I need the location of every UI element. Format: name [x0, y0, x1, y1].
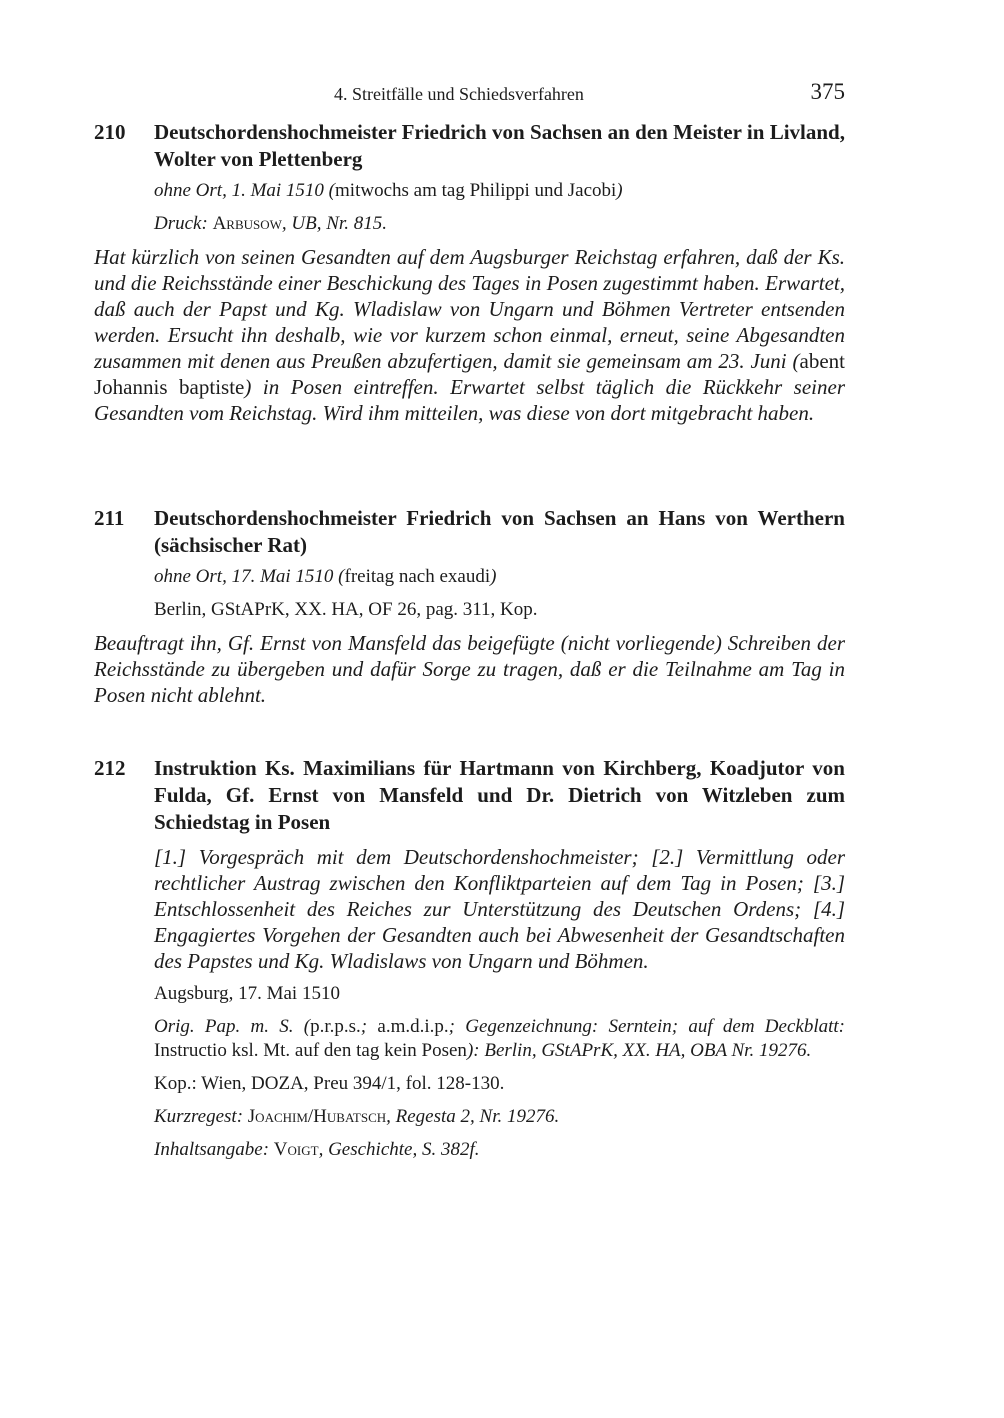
entry-title: Deutschordenshochmeister Friedrich von Sachsen an Hans von Werthern (sächsischer Rat): [154, 506, 845, 557]
entry-kurzregest: Kurzregest: Joachim/Hubatsch, Regesta 2, Nr. 19276.: [154, 1106, 560, 1127]
running-header: [94, 80, 845, 110]
entry-number: 212: [94, 756, 126, 780]
entry-original-reference: Orig. Pap. m. S. (p.r.p.s.; a.m.d.i.p.; Gegenzeichnung: Serntein; auf dem Deckblatt: Instructio ksl. Mt. auf den tag kein Posen): Berlin, GStAPrK, XX. HA, OBA Nr. 19276.: [154, 1016, 845, 1061]
entry-211: [94, 505, 845, 708]
entry-inhaltsangabe: Inhaltsangabe: Voigt, Geschichte, S. 382f.: [154, 1139, 480, 1160]
entry-date: ohne Ort, 1. Mai 1510 (mitwochs am tag Philippi und Jacobi): [154, 180, 623, 201]
entry-number: 210: [94, 120, 126, 144]
entry-date: ohne Ort, 17. Mai 1510 (freitag nach exaudi): [154, 566, 497, 587]
entry-212: [94, 755, 845, 1162]
entry-heading: [94, 505, 845, 559]
entry-summary: [1.] Vorgespräch mit dem Deutschordenshochmeister; [2.] Vermittlung oder rechtlicher Austrag zwischen den Konfliktparteien auf dem Tag in Posen; [3.] Entschlossenheit des Reiches zur Unterstützung des Deutschen Ordens; [4.] Engagiertes Vorgehen der Gesandten auch bei Abwesenheit der Gesandtschaften des Papstes und Kg. Wladislaws von Ungarn und Böhmen.: [154, 845, 845, 973]
entry-regest: Beauftragt ihn, Gf. Ernst von Mansfeld das beigefügte (nicht vorliegende) Schreiben der Reichsstände zu übergeben und dafür Sorge zu tragen, daß er die Teilnahme am Tag in Posen nicht ablehnt.: [94, 631, 845, 707]
entry-regest: Hat kürzlich von seinen Gesandten auf dem Augsburger Reichstag erfahren, daß der Ks. und die Reichsstände einer Beschickung des Tages in Posen zugestimmt haben. Erwartet, daß auch der Papst und Kg. Wladislaw von Ungarn und Böhmen Vertreter entsenden werden. Ersucht ihn deshalb, wie vor kurzem schon einmal, erneut, seine Abgesandten zusammen mit denen aus Preußen abzufertigen, damit sie gemeinsam am 23. Juni (abent Johannis baptiste) in Posen eintreffen. Erwartet selbst täglich die Rückkehr seiner Gesandten vom Reichstag. Wird ihm mitteilen, was diese von dort mitgebracht haben.: [94, 245, 845, 425]
entry-heading: [94, 119, 845, 173]
entry-title: Instruktion Ks. Maximilians für Hartmann von Kirchberg, Koadjutor von Fulda, Gf. Ernst von Mansfeld und Dr. Dietrich von Witzleben zum Schiedstag in Posen: [154, 756, 845, 834]
entry-print-reference: Druck: Arbusow, UB, Nr. 815.: [154, 213, 387, 234]
entry-source: Berlin, GStAPrK, XX. HA, OF 26, pag. 311, Kop.: [154, 599, 538, 620]
entry-number: 211: [94, 506, 125, 530]
entry-heading: [94, 755, 845, 836]
entry-title: Deutschordenshochmeister Friedrich von Sachsen an den Meister in Livland, Wolter von Plettenberg: [154, 120, 845, 171]
entry-210: [94, 119, 845, 426]
running-title: 4. Streitfälle und Schiedsverfahren: [334, 84, 584, 104]
entry-date: Augsburg, 17. Mai 1510: [154, 983, 340, 1004]
page-number: 375: [810, 79, 845, 104]
entry-copy-reference: Kop.: Wien, DOZA, Preu 394/1, fol. 128-130.: [154, 1073, 505, 1094]
document-page: [94, 0, 845, 1418]
